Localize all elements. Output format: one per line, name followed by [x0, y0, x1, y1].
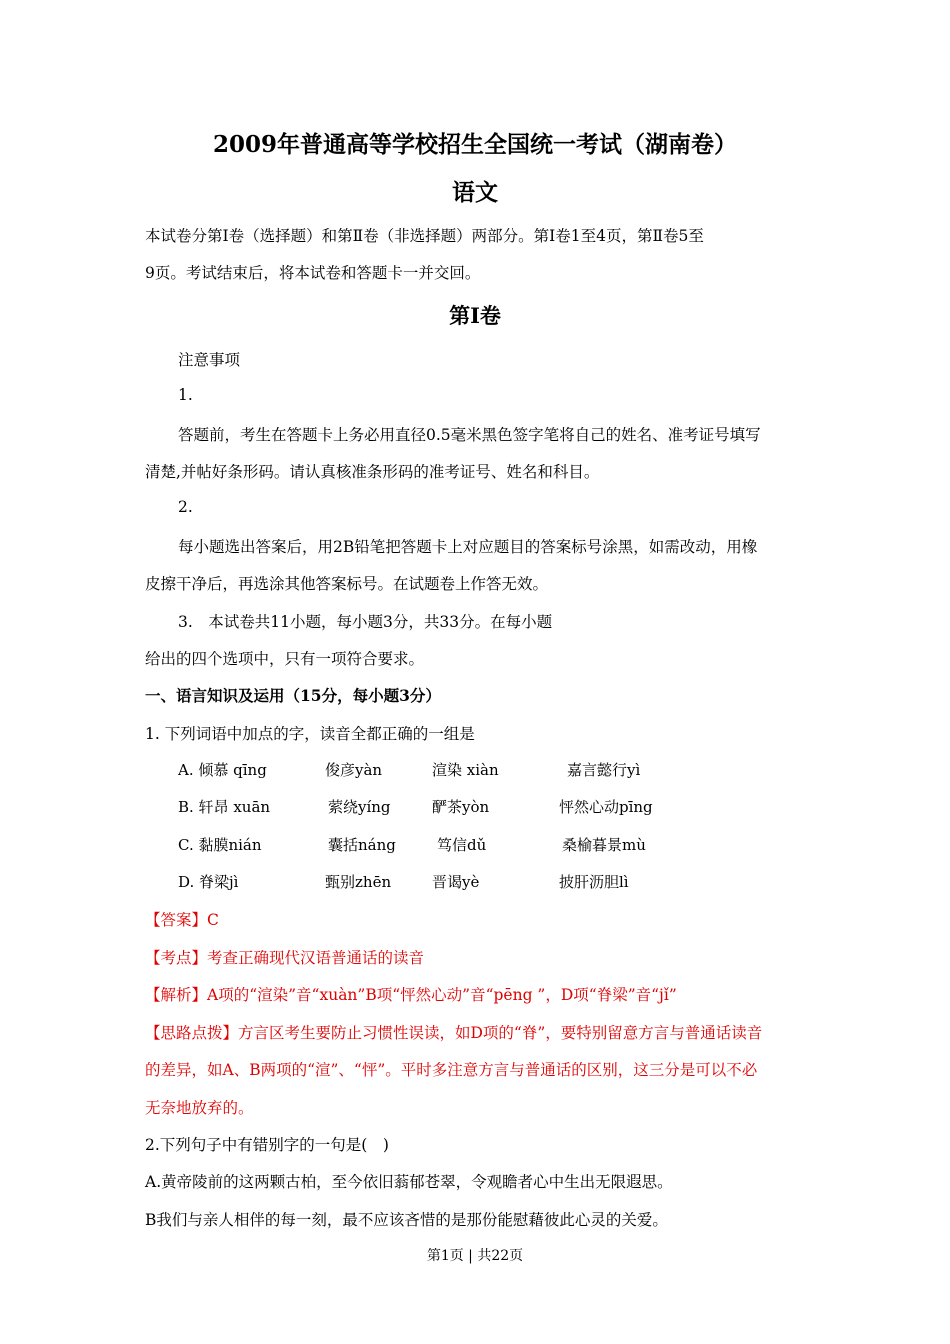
q1-point: 【考点】考查正确现代汉语普通话的读音 [145, 949, 425, 967]
note-2-text-2: 皮擦干净后，再选涂其他答案标号。在试题卷上作答无效。 [145, 575, 549, 593]
q1-option-a-3: 渲染 xiàn [432, 761, 499, 779]
note-1-text-1: 答题前，考生在答题卡上务必用直径0.5毫米黑色签字笔将自己的姓名、准考证号填写 [178, 426, 761, 444]
page-footer: 第1页 | 共22页 [426, 1248, 524, 1264]
q1-option-b-1: B. 轩昂 xuān [178, 798, 271, 816]
part-1-heading: 一、语言知识及运用（15分，每小题3分） [145, 686, 441, 705]
q1-answer: 【答案】C [145, 911, 219, 929]
note-3-text-1: 3. 本试卷共11小题，每小题3分，共33分。在每小题 [178, 613, 553, 631]
subject-title: 语文 [452, 179, 498, 206]
q1-option-c-2: 囊括náng [328, 836, 396, 854]
q1-option-b-4: 怦然心动pīng [559, 798, 653, 816]
q2-option-a: A.黄帝陵前的这两颗古柏，至今依旧蓊郁苍翠，令观瞻者心中生出无限遐思。 [145, 1173, 673, 1191]
q1-option-d-3: 晋谒yè [432, 873, 480, 891]
question-2-stem: 2.下列句子中有错别字的一句是( ) [145, 1136, 389, 1154]
intro-line-1: 本试卷分第Ⅰ卷（选择题）和第Ⅱ卷（非选择题）两部分。第Ⅰ卷1至4页，第Ⅱ卷5至 [145, 227, 704, 245]
q1-option-c-4: 桑榆暮景mù [562, 836, 646, 854]
note-1-text-2: 清楚,并帖好条形码。请认真核准条形码的准考证号、姓名和科目。 [145, 463, 600, 481]
note-1-number: 1. [178, 386, 193, 404]
notes-heading: 注意事项 [178, 351, 241, 369]
exam-title: 2009年普通高等学校招生全国统一考试（湖南卷） [212, 131, 737, 158]
note-2-text-1: 每小题选出答案后，用2B铅笔把答题卡上对应题目的答案标号涂黑，如需改动，用橡 [178, 538, 758, 556]
q1-analysis: 【解析】A项的“渲染”音“xuàn”B项“怦然心动”音“pēng ”，D项“脊梁”音“jǐ” [145, 986, 677, 1004]
q1-option-c-1: C. 黏膜nián [178, 836, 262, 854]
q1-option-b-3: 酽茶yòn [432, 798, 490, 816]
q1-option-a-4: 嘉言懿行yì [567, 761, 641, 779]
note-3-text-2: 给出的四个选项中，只有一项符合要求。 [145, 650, 425, 668]
q1-option-d-4: 披肝沥胆lì [559, 873, 629, 891]
q1-option-d-2: 甄别zhēn [325, 873, 392, 891]
volume-title: 第Ⅰ卷 [449, 303, 501, 328]
q1-tip-line-2: 的差异，如A、B两项的“渲”、“怦”。平时多注意方言与普通话的区别，这三分是可以不必 [145, 1061, 758, 1079]
q1-option-a-2: 俊彦yàn [325, 761, 383, 779]
q1-option-d-1: D. 脊梁jì [178, 873, 239, 891]
q1-option-a-1: A. 倾慕 qīng [178, 761, 267, 779]
note-2-number: 2. [178, 498, 193, 516]
q1-option-c-3: 笃信dǔ [437, 836, 487, 854]
intro-line-2: 9页。考试结束后，将本试卷和答题卡一并交回。 [145, 264, 481, 282]
q1-tip-line-1: 【思路点拨】方言区考生要防止习惯性误读，如D项的“脊”，要特别留意方言与普通话读音 [145, 1024, 763, 1042]
question-1-stem: 1. 下列词语中加点的字，读音全都正确的一组是 [145, 725, 475, 743]
q1-tip-line-3: 无奈地放弃的。 [145, 1099, 254, 1117]
q1-option-b-2: 萦绕yíng [328, 798, 391, 816]
q2-option-b: B我们与亲人相伴的每一刻，最不应该吝惜的是那份能慰藉彼此心灵的关爱。 [145, 1211, 668, 1229]
